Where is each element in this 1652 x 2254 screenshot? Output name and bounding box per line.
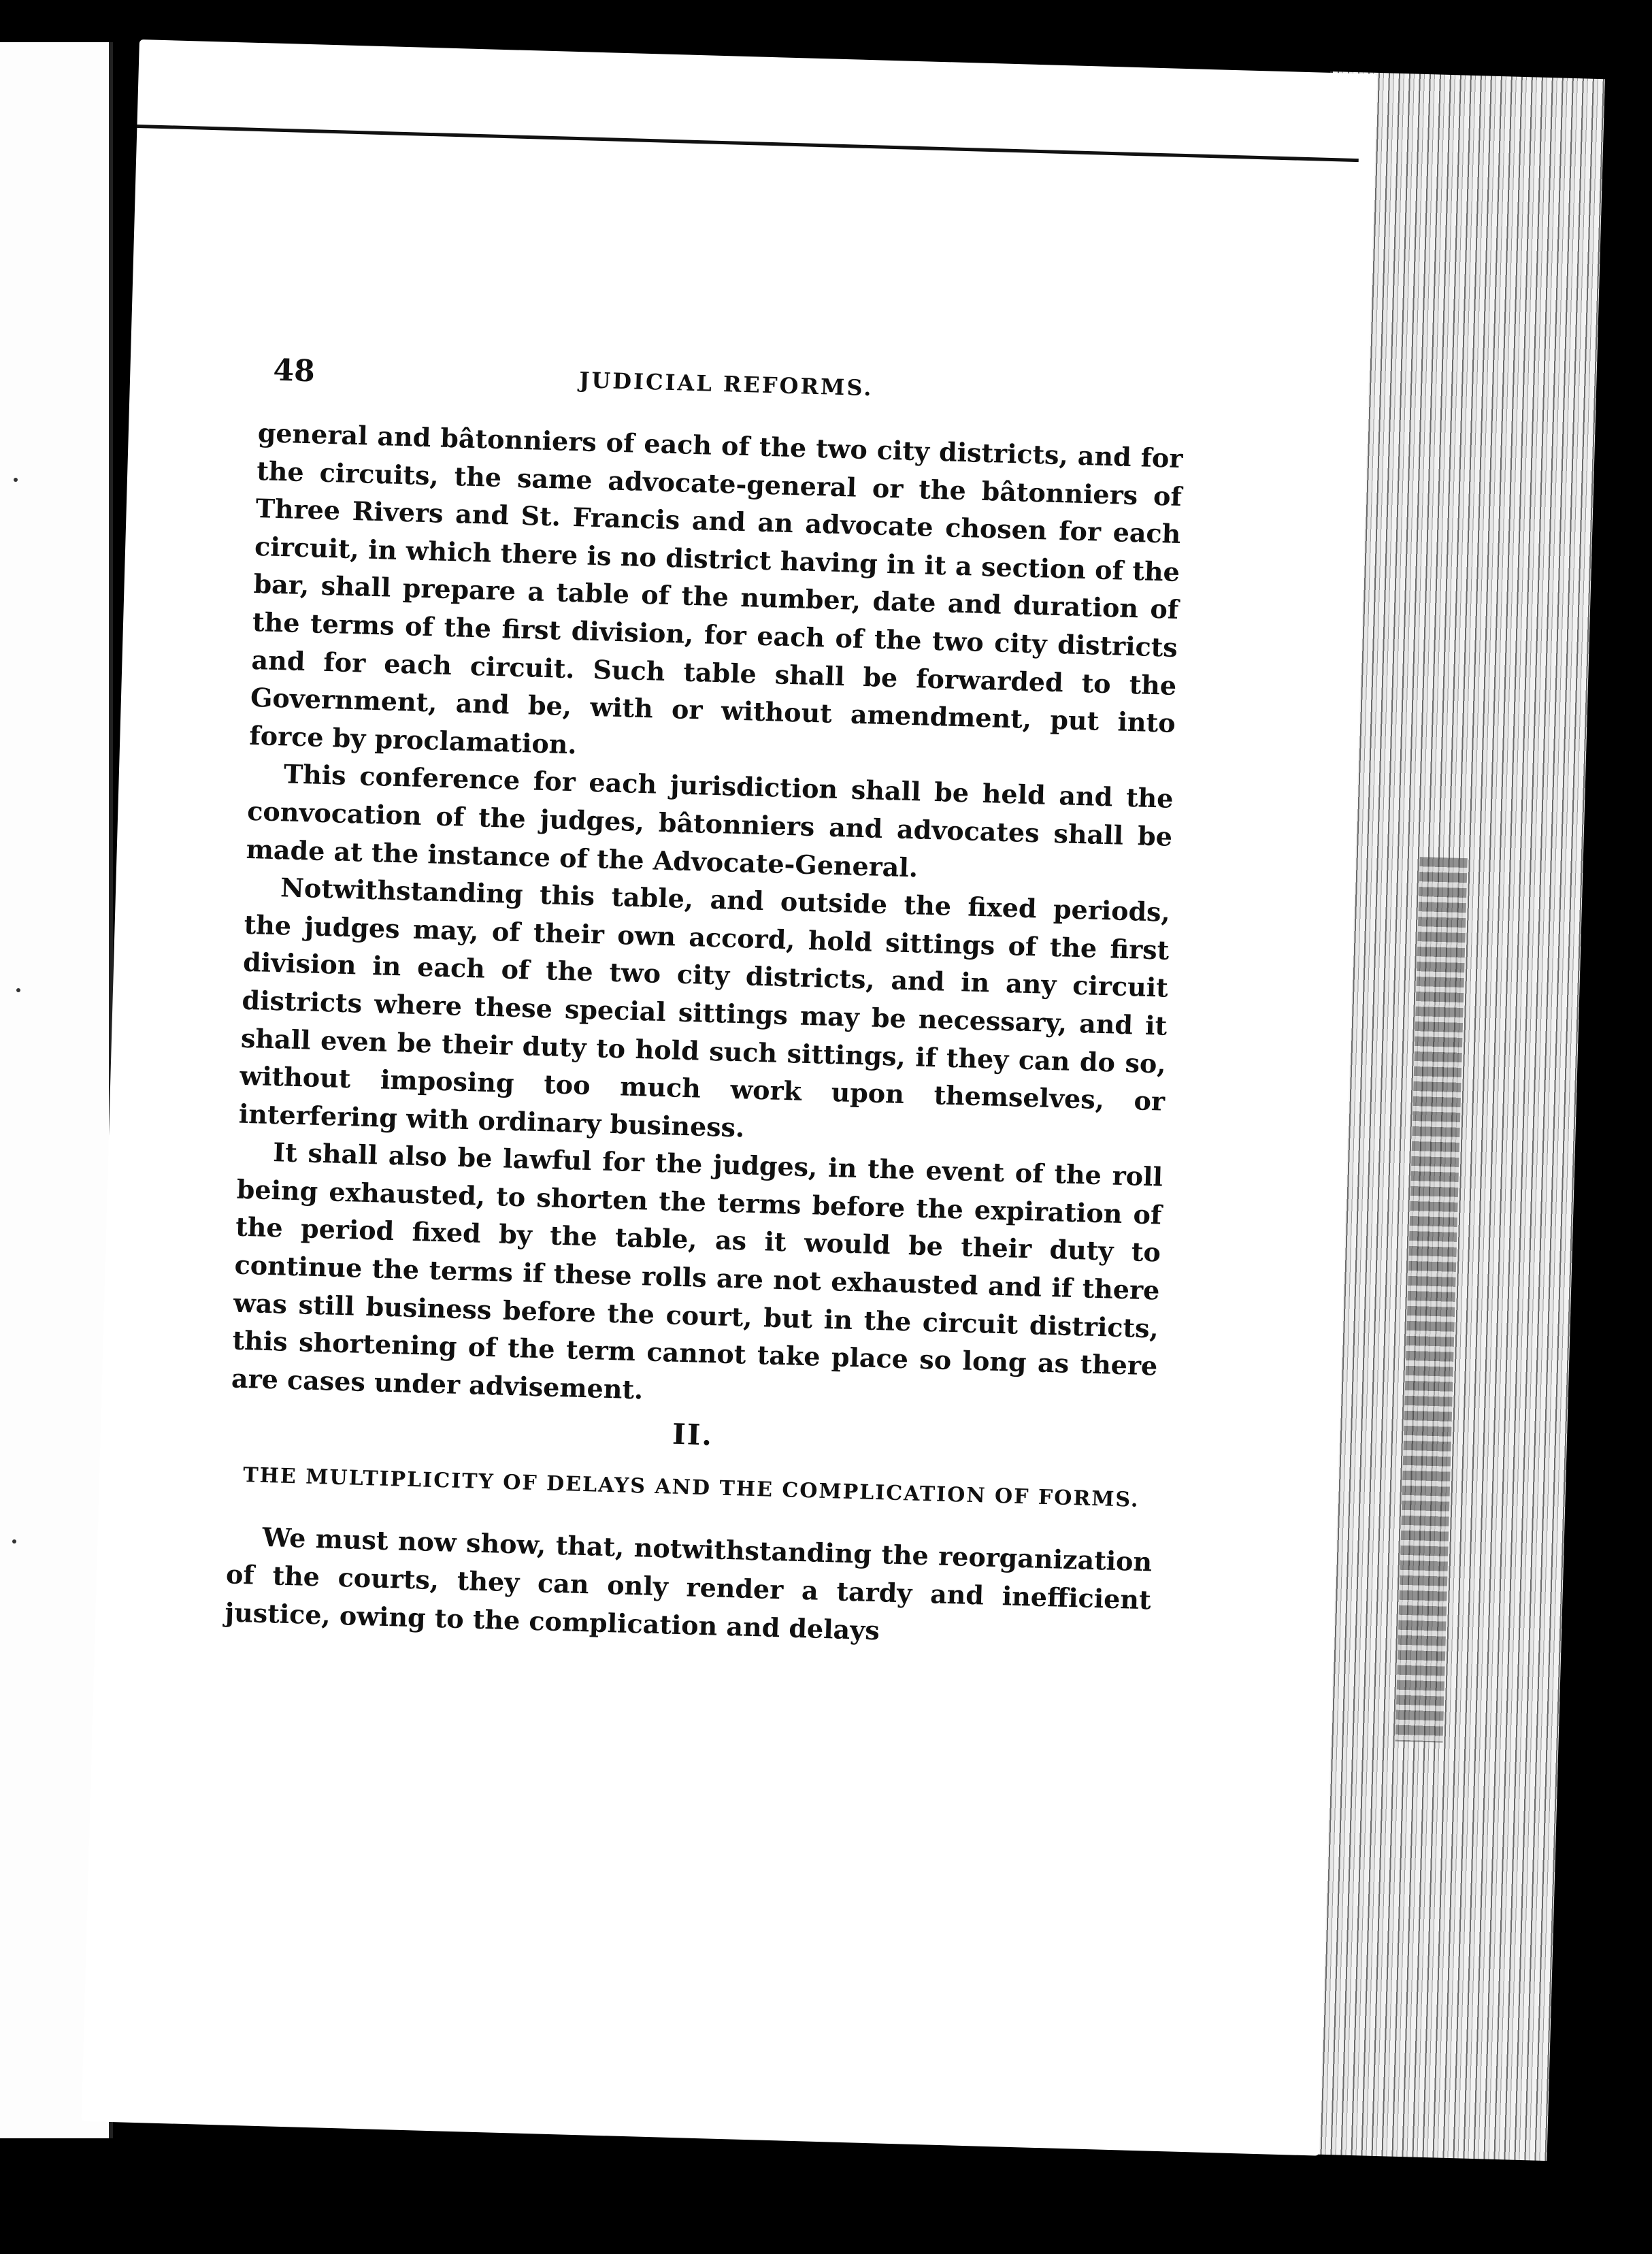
running-title: JUDICIAL REFORMS. [578, 367, 874, 402]
paragraph: This conference for each jurisdiction shall be held and the convocation of the judges, bâtonniers and advocates shall be made at the instance of the Advocate-General. [246, 758, 1174, 883]
page-text-block [224, 43, 1193, 1646]
ink-speck [14, 478, 18, 482]
section-heading: THE MULTIPLICITY OF DELAYS AND THE COMPLICATION OF FORMS. [242, 1463, 1140, 1513]
paragraph: We must now show, that, notwithstanding the reorganization of the courts, they can only render a tardy and inefficient justice, owing to the complication and delays [224, 1522, 1153, 1646]
ink-speck [16, 988, 20, 992]
paragraph: Notwithstanding this table, and outside the fixed periods, the judges may, of their own accord, hold sittings of the first division in each of the two city districts, and in any circuit districts where these special sittings may be necessary, and it shall even be their duty to hold such sittings, if they can do so, without imposing too much work upon themselves, or interfering with ordinary business. [238, 872, 1171, 1143]
body-text [225, 414, 1183, 1656]
page-top-rule [137, 125, 1358, 162]
paragraph: It shall also be lawful for the judges, in the event of the roll being exhausted, to shorten the terms before the expiration of the period fixed by the table, as it would be their duty to continue the terms if these rolls are not exhausted and if there was still business before the court, but in the circuit districts, this shortening of the term cannot take place so long as there are cases under advisement. [231, 1137, 1163, 1405]
page-number: 48 [272, 353, 316, 389]
ink-speck [12, 1539, 16, 1544]
running-head [259, 353, 1185, 419]
section-numeral: II. [672, 1418, 714, 1452]
edge-stamp-mark [1395, 857, 1468, 1742]
book-page [82, 39, 1378, 2156]
paragraph: general and bâtonniers of each of the two city districts, and for the circuits, the same advocate-general or the bâtonniers of Three Rivers and St. Francis and an advocate chosen for each circuit, in which there is no district having in it a section of the bar, shall prepare a table of the number, date and duration of the terms of the first division, for each of the two city districts and for each circuit. Such table shall be forwarded to the Government, and be, with or without amendment, put into force by proclamation. [248, 417, 1184, 760]
